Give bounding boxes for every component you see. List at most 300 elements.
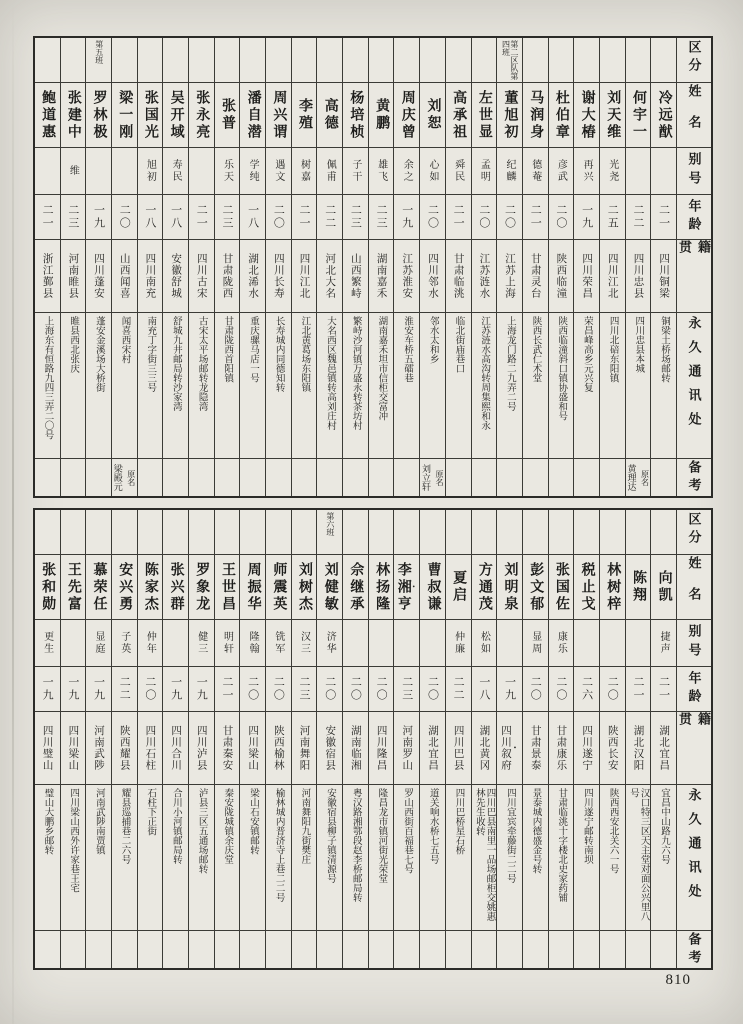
person-age-cell <box>343 194 368 239</box>
name-annotation-mark: • <box>409 583 418 591</box>
person-age-cell <box>626 194 651 239</box>
header-remarks: 备考 <box>686 459 702 496</box>
person-column <box>523 510 549 968</box>
person-name-cell <box>266 82 291 147</box>
person-remark-cell <box>189 930 214 968</box>
person-column <box>523 38 549 496</box>
person-address: 四川遂宁邮转南坝 <box>581 788 592 864</box>
person-name-cell <box>240 554 265 619</box>
person-address-cell <box>138 312 163 458</box>
person-alias: 光尧 <box>606 159 618 183</box>
person-native-place: 四川梁山 <box>67 725 79 771</box>
person-remark-cell <box>446 930 471 968</box>
person-alias: 铣军 <box>272 631 284 655</box>
division-cell <box>112 510 137 554</box>
person-native-place: 安徽舒城 <box>170 253 182 299</box>
person-age-cell <box>369 666 394 711</box>
header-permanent-address: 永久通讯处 <box>686 316 702 436</box>
person-alias: 汉三 <box>298 631 310 655</box>
person-name: 马润身 <box>528 89 544 141</box>
person-column <box>420 38 446 496</box>
person-age-cell <box>112 194 137 239</box>
division-cell <box>446 510 471 554</box>
person-remark-cell <box>497 930 522 968</box>
person-native-place: 四川合川 <box>170 725 182 771</box>
person-age-cell <box>163 194 188 239</box>
person-name: 林树梓 <box>605 561 621 613</box>
person-age-cell <box>240 194 265 239</box>
person-age: 二六 <box>580 676 593 702</box>
person-column <box>215 38 241 496</box>
person-native-place-cell <box>189 239 214 312</box>
person-address: 安徽宿县柳子镇清源号 <box>325 788 336 883</box>
person-age: 二三 <box>66 204 79 230</box>
person-native-place: 陕西长安 <box>606 725 618 771</box>
person-remark-cell <box>215 458 240 496</box>
person-alias-cell <box>317 147 342 194</box>
person-remark-cell <box>472 930 497 968</box>
division-cell <box>574 38 599 82</box>
person-address: 四川巴桥星石桥 <box>453 788 464 855</box>
person-name: 何宇一 <box>630 89 646 141</box>
person-native-place: 湖北宜昌 <box>426 725 438 771</box>
person-native-place: 四川遂宁 <box>581 725 593 771</box>
person-column <box>240 38 266 496</box>
person-name: 周振华 <box>245 561 261 613</box>
person-column <box>35 38 61 496</box>
person-name: 陈翔 <box>630 570 646 604</box>
person-alias: 明轩 <box>221 631 233 655</box>
person-name: 梁一刚 <box>117 89 133 141</box>
person-column <box>317 38 343 496</box>
person-age: 二三 <box>220 204 233 230</box>
person-column <box>446 38 472 496</box>
person-address-cell <box>317 784 342 930</box>
person-alias-cell <box>86 619 111 666</box>
row-header-column <box>677 510 711 968</box>
person-name-cell <box>343 82 368 147</box>
person-age: 一九 <box>169 676 182 702</box>
person-age-cell <box>549 194 574 239</box>
person-age: 二二 <box>631 204 644 230</box>
person-native-place: 四川古宋 <box>195 253 207 299</box>
person-native-place: 安徽宿县 <box>324 725 336 771</box>
person-native-place-cell <box>240 711 265 784</box>
person-name: 张兴群 <box>168 561 184 613</box>
person-column <box>394 38 420 496</box>
person-age-cell <box>61 194 86 239</box>
person-name: 陈家杰 <box>142 561 158 613</box>
person-address: 大名西区魏邑镇转高刘庄村 <box>325 316 336 430</box>
division-cell <box>600 38 625 82</box>
person-column <box>35 510 61 968</box>
person-age-cell <box>240 666 265 711</box>
person-address: 景泰城内德盛金号转 <box>530 788 541 874</box>
person-alias-cell <box>420 619 445 666</box>
person-alias-cell <box>215 619 240 666</box>
person-address: 四川忠县本城 <box>633 316 644 373</box>
division-cell <box>317 510 342 554</box>
person-age-cell <box>369 194 394 239</box>
person-native-place-cell <box>420 711 445 784</box>
person-native-place-cell <box>112 711 137 784</box>
division-cell <box>35 510 60 554</box>
person-age: 二〇 <box>118 204 131 230</box>
person-native-place-cell <box>369 711 394 784</box>
person-address-cell <box>86 312 111 458</box>
person-address: 舒城九井邮局转沙家湾 <box>170 316 181 411</box>
person-address: 四川宜宾牵藤街二二号 <box>504 788 515 883</box>
person-native-place-cell <box>215 711 240 784</box>
person-name-cell <box>420 554 445 619</box>
person-address-cell <box>138 784 163 930</box>
person-address-cell <box>369 312 394 458</box>
person-native-place-cell <box>61 239 86 312</box>
person-address-cell <box>189 784 214 930</box>
person-address: 陕西长武仁术堂 <box>530 316 541 383</box>
person-remark-cell <box>163 930 188 968</box>
division-cell <box>369 38 394 82</box>
header-native-place: 籍贯 <box>677 240 711 277</box>
person-name-cell <box>497 82 522 147</box>
person-alias-cell <box>369 147 394 194</box>
person-name: 张建中 <box>65 89 81 141</box>
person-native-place: 甘肃景泰 <box>529 725 541 771</box>
person-remark-cell <box>549 458 574 496</box>
person-native-place-cell <box>112 239 137 312</box>
remark-label: 原名 <box>434 469 444 486</box>
person-alias-cell <box>497 619 522 666</box>
person-name: 慕荣任 <box>91 561 107 613</box>
person-column <box>61 38 87 496</box>
person-address: 粤汉路湘鄂段赵李桥邮局转 <box>350 788 361 902</box>
person-name-cell <box>189 82 214 147</box>
person-native-place-cell <box>651 711 676 784</box>
person-alias: 济华 <box>324 631 336 655</box>
person-address-cell <box>651 312 676 458</box>
person-alias-cell <box>343 147 368 194</box>
person-native-place: 甘肃秦安 <box>221 725 233 771</box>
person-remark-cell <box>138 458 163 496</box>
person-column <box>112 510 138 968</box>
person-alias-cell <box>394 147 419 194</box>
person-native-place-cell <box>446 711 471 784</box>
person-column <box>292 510 318 968</box>
person-name-cell <box>600 82 625 147</box>
person-address-cell <box>266 784 291 930</box>
person-alias: 子干 <box>349 159 361 183</box>
person-address-cell <box>343 312 368 458</box>
person-age: 二三 <box>349 204 362 230</box>
person-age: 二三 <box>375 204 388 230</box>
division-cell <box>472 510 497 554</box>
person-alias-cell <box>651 619 676 666</box>
person-remark-cell <box>420 458 445 496</box>
person-age: 二〇 <box>272 676 285 702</box>
person-remark-cell <box>549 930 574 968</box>
person-native-place: 四川璧山 <box>41 725 53 771</box>
person-remark-cell <box>600 458 625 496</box>
person-native-place: 四川隆昌 <box>375 725 387 771</box>
person-alias-cell <box>292 147 317 194</box>
person-column <box>317 510 343 968</box>
person-remark-cell <box>472 458 497 496</box>
person-address-cell <box>523 312 548 458</box>
person-native-place-cell <box>86 239 111 312</box>
person-address: 宜昌中山路九六号 <box>658 788 669 864</box>
person-alias: 显庭 <box>93 631 105 655</box>
person-native-place: 甘肃陇西 <box>221 253 233 299</box>
person-column <box>651 38 677 496</box>
person-name-cell <box>369 554 394 619</box>
person-native-place-cell <box>189 711 214 784</box>
person-age: 一九 <box>503 676 516 702</box>
person-age: 一八 <box>143 204 156 230</box>
person-address-cell <box>292 784 317 930</box>
person-native-place: 湖北浠水 <box>247 253 259 299</box>
person-alias-cell <box>369 619 394 666</box>
person-age: 二二 <box>323 204 336 230</box>
person-native-place: 四川蓬安 <box>93 253 105 299</box>
person-name-cell <box>86 554 111 619</box>
native-annotation-mark: • <box>511 744 520 752</box>
person-age-cell <box>651 194 676 239</box>
person-alias: 佩甫 <box>324 159 336 183</box>
person-remark-cell <box>240 458 265 496</box>
person-alias: 寿民 <box>170 159 182 183</box>
person-name: 向凯 <box>656 570 672 604</box>
division-cell <box>163 38 188 82</box>
person-name: 高承祖 <box>451 89 467 141</box>
division-cell <box>600 510 625 554</box>
person-name: 刘树杰 <box>297 561 313 613</box>
person-alias-cell <box>138 147 163 194</box>
person-age-cell <box>86 666 111 711</box>
person-age-cell <box>266 666 291 711</box>
person-alias: 心如 <box>426 159 438 183</box>
division-cell <box>189 38 214 82</box>
person-age: 一九 <box>195 676 208 702</box>
division-cell <box>369 510 394 554</box>
person-alias-cell <box>549 147 574 194</box>
person-age-cell <box>446 194 471 239</box>
division-cell <box>112 38 137 82</box>
roster-table-top-section <box>33 36 713 498</box>
person-age: 二〇 <box>246 676 259 702</box>
person-alias: 树嘉 <box>298 159 310 183</box>
division-cell <box>215 38 240 82</box>
division-cell <box>420 38 445 82</box>
person-address-cell <box>266 312 291 458</box>
person-alias-cell <box>600 619 625 666</box>
person-address: 淮安车桥五礌巷 <box>402 316 413 383</box>
person-alias: 子英 <box>118 631 130 655</box>
person-address-cell <box>163 784 188 930</box>
person-alias: 余之 <box>401 159 413 183</box>
person-address: 罗山西街百福巷七号 <box>402 788 413 874</box>
person-column <box>549 510 575 968</box>
person-age: 二〇 <box>272 204 285 230</box>
division-cell <box>292 38 317 82</box>
division-cell <box>394 510 419 554</box>
header-division: 区分 <box>686 512 702 548</box>
person-alias-cell <box>35 619 60 666</box>
person-remark-cell <box>112 930 137 968</box>
person-age-cell <box>394 194 419 239</box>
person-native-place-cell <box>626 239 651 312</box>
person-native-place: 河南舞阳 <box>298 725 310 771</box>
person-remark-cell <box>112 458 137 496</box>
person-address: 河南舞阳九街樊庄 <box>299 788 310 864</box>
person-column <box>472 510 498 968</box>
person-column <box>343 38 369 496</box>
person-alias-cell <box>112 619 137 666</box>
person-age: 二五 <box>606 204 619 230</box>
person-remark-cell <box>523 930 548 968</box>
person-remark-cell <box>394 458 419 496</box>
person-remark-cell <box>292 458 317 496</box>
person-column <box>549 38 575 496</box>
person-address: 四川梁山西外许家巷王宅 <box>68 788 79 893</box>
person-name: 黄鹏 <box>374 98 390 132</box>
person-alias-cell <box>523 147 548 194</box>
person-remark-cell <box>266 930 291 968</box>
person-column <box>651 510 677 968</box>
person-age-cell <box>446 666 471 711</box>
person-name: 安兴勇 <box>117 561 133 613</box>
person-alias-cell <box>189 147 214 194</box>
division-cell <box>138 38 163 82</box>
person-address: 湖南嘉禾坦市信柜交富冲 <box>376 316 387 421</box>
person-address-cell <box>626 312 651 458</box>
person-address-cell <box>394 312 419 458</box>
header-alias: 别号 <box>686 152 702 190</box>
person-address-cell <box>420 312 445 458</box>
person-alias: 舜民 <box>452 159 464 183</box>
person-age: 一八 <box>246 204 259 230</box>
person-age-cell <box>112 666 137 711</box>
person-alias-cell <box>574 619 599 666</box>
person-alias-cell <box>189 619 214 666</box>
person-age-cell <box>600 194 625 239</box>
person-column <box>574 510 600 968</box>
division-cell <box>292 510 317 554</box>
person-address: 甘肃临洮十字楼北史家药铺 <box>556 788 567 902</box>
person-name-cell <box>394 554 419 619</box>
person-address-cell <box>446 312 471 458</box>
person-column <box>163 510 189 968</box>
person-native-place-cell <box>472 239 497 312</box>
division-cell <box>446 38 471 82</box>
person-remark-cell <box>446 458 471 496</box>
division-cell <box>61 510 86 554</box>
person-alias: 松如 <box>478 631 490 655</box>
squad-class-note: 第二区队第四班 <box>501 40 519 80</box>
division-cell <box>497 38 522 82</box>
person-native-place-cell <box>600 711 625 784</box>
person-age: 二一 <box>631 676 644 702</box>
person-age: 二一 <box>195 204 208 230</box>
person-native-place-cell <box>292 239 317 312</box>
person-remark-cell <box>266 458 291 496</box>
person-alias: 维 <box>67 165 79 177</box>
person-native-place: 四川长寿 <box>272 253 284 299</box>
person-native-place-cell <box>394 239 419 312</box>
person-age: 二〇 <box>529 676 542 702</box>
person-native-place: 甘肃临洮 <box>452 253 464 299</box>
person-alias-cell <box>651 147 676 194</box>
division-cell <box>626 510 651 554</box>
person-address-cell <box>189 312 214 458</box>
person-age: 二〇 <box>143 676 156 702</box>
person-native-place: 四川石柱 <box>144 725 156 771</box>
person-native-place: 甘肃灵台 <box>529 253 541 299</box>
person-name: 师震英 <box>271 561 287 613</box>
person-remark-cell <box>574 458 599 496</box>
person-name-cell <box>472 82 497 147</box>
person-column <box>420 510 446 968</box>
person-column <box>189 510 215 968</box>
person-name-cell <box>240 82 265 147</box>
person-name-cell <box>35 82 60 147</box>
person-remark-cell <box>215 930 240 968</box>
person-native-place-cell <box>343 711 368 784</box>
page-number: 810 <box>665 972 691 988</box>
person-name-cell <box>112 82 137 147</box>
person-age: 二〇 <box>554 204 567 230</box>
person-remark-cell <box>651 930 676 968</box>
person-alias-cell <box>240 619 265 666</box>
person-address-cell <box>35 784 60 930</box>
person-address: 甘肃陇西首阳镇 <box>222 316 233 383</box>
person-name: 高德 <box>322 98 338 132</box>
person-age: 一九 <box>580 204 593 230</box>
person-alias-cell <box>446 147 471 194</box>
person-column <box>61 510 87 968</box>
person-age-cell <box>523 194 548 239</box>
person-address-cell <box>549 312 574 458</box>
person-age: 二一 <box>220 676 233 702</box>
person-native-place: 四川邻水 <box>426 253 438 299</box>
person-address: 陕西西安北关六一号 <box>607 788 618 874</box>
person-address: 铜梁土桥场邮转 <box>658 316 669 383</box>
person-column <box>240 510 266 968</box>
division-cell <box>240 510 265 554</box>
person-age-cell <box>189 666 214 711</box>
person-alias: 乐天 <box>221 159 233 183</box>
person-remark-cell <box>651 458 676 496</box>
person-native-place: 湖北黄冈 <box>478 725 490 771</box>
person-age: 二三 <box>400 676 413 702</box>
person-address-cell <box>317 312 342 458</box>
person-native-place: 陕西榆林 <box>272 725 284 771</box>
person-age: 二一 <box>657 204 670 230</box>
person-address: 璧山大鹏乡邮转 <box>42 788 53 855</box>
person-age-cell <box>472 666 497 711</box>
person-address-cell <box>369 784 394 930</box>
person-remark-cell <box>369 458 394 496</box>
person-alias-cell <box>35 147 60 194</box>
person-age: 二〇 <box>606 676 619 702</box>
person-column <box>626 510 652 968</box>
person-address-cell <box>420 784 445 930</box>
person-alias-cell <box>266 147 291 194</box>
person-native-place-cell <box>369 239 394 312</box>
person-column <box>574 38 600 496</box>
person-name: 鲍道惠 <box>40 89 56 141</box>
division-cell <box>420 510 445 554</box>
person-age-cell <box>626 666 651 711</box>
